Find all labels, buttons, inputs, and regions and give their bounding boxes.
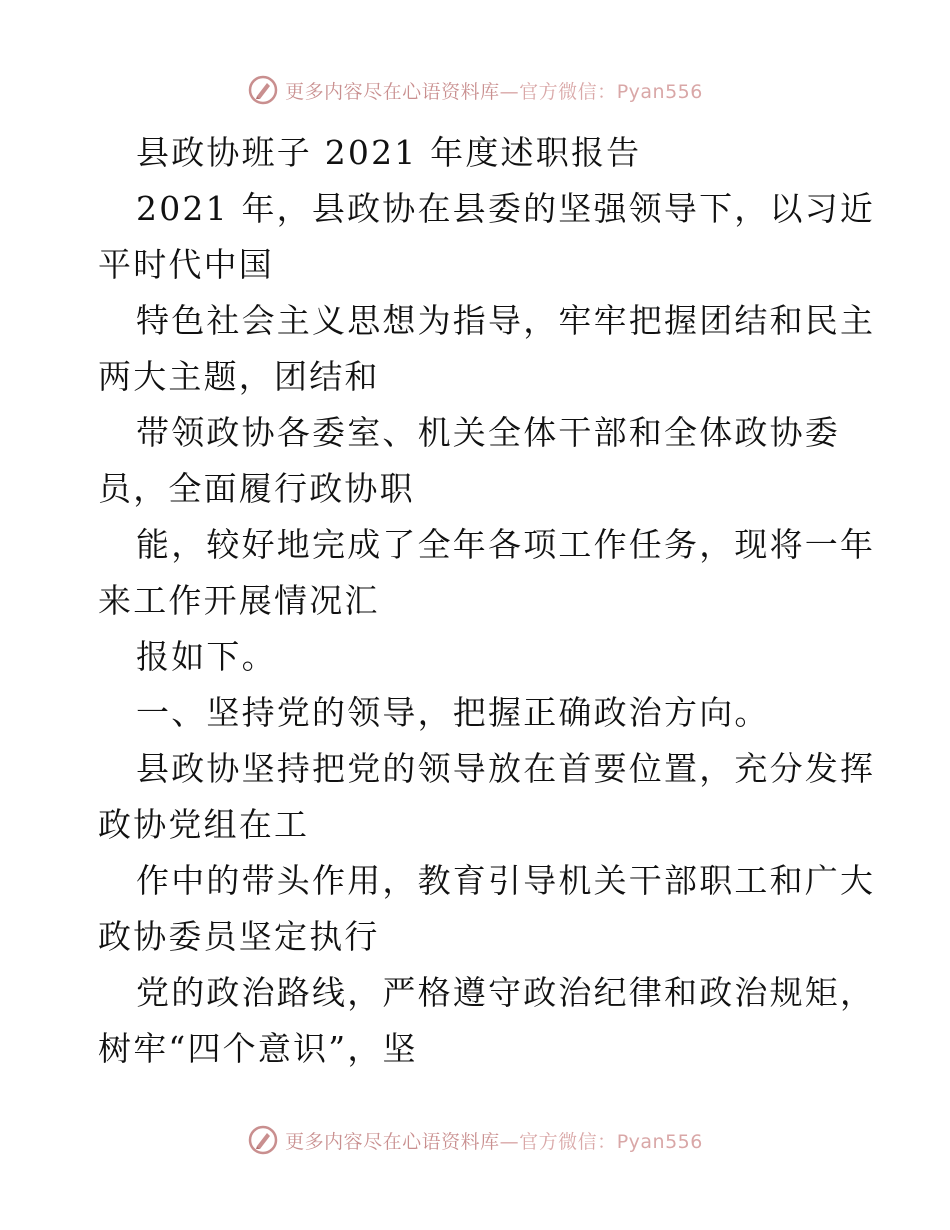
- paragraph-line: 政协党组在工: [98, 805, 310, 844]
- paragraph-line: 县政协坚持把党的领导放在首要位置，充分发挥: [136, 749, 876, 788]
- paragraph-line: 能，较好地完成了全年各项工作任务，现将一年: [136, 525, 876, 564]
- paragraph-line: 报如下。: [136, 637, 277, 676]
- watermark-wechat-id: Pyan556: [616, 1130, 703, 1153]
- paragraph-line: 带领政协各委室、机关全体干部和全体政协委: [136, 413, 840, 452]
- watermark-wechat-label: 官方微信：: [519, 1130, 617, 1153]
- footer-watermark: [0, 1120, 950, 1160]
- watermark-dash: —: [499, 1130, 520, 1153]
- paragraph-line: 两大主题，团结和: [98, 357, 380, 396]
- watermark-dash: —: [499, 80, 520, 103]
- paragraph-line: 作中的带头作用，教育引导机关干部职工和广大: [136, 861, 876, 900]
- paragraph-line: 政协委员坚定执行: [98, 917, 380, 956]
- watermark-main-text: 更多内容尽在心语资料库: [285, 1130, 500, 1153]
- paragraph-line: 党的政治路线，严格遵守政治纪律和政治规矩，: [136, 973, 876, 1012]
- document-title: 县政协班子 2021 年度述职报告: [136, 133, 642, 172]
- paragraph-line: 2021 年，县政协在县委的坚强领导下，以习近: [136, 189, 876, 228]
- watermark-main-text: 更多内容尽在心语资料库: [285, 80, 500, 103]
- pen-circle-icon: [247, 1124, 279, 1156]
- paragraph-line: 特色社会主义思想为指导，牢牢把握团结和民主: [136, 301, 876, 340]
- header-watermark: [0, 70, 950, 110]
- pen-circle-icon: [247, 74, 279, 106]
- paragraph-line: 树牢“四个意识”，坚: [98, 1029, 418, 1068]
- watermark-wechat-label: 官方微信：: [519, 80, 617, 103]
- section-heading: 一、坚持党的领导，把握正确政治方向。: [136, 693, 770, 732]
- watermark-wechat-id: Pyan556: [616, 80, 703, 103]
- paragraph-line: 平时代中国: [98, 245, 274, 284]
- document-body: [98, 125, 878, 1077]
- paragraph-line: 来工作开展情况汇: [98, 581, 380, 620]
- paragraph-line: 员，全面履行政协职: [98, 469, 415, 508]
